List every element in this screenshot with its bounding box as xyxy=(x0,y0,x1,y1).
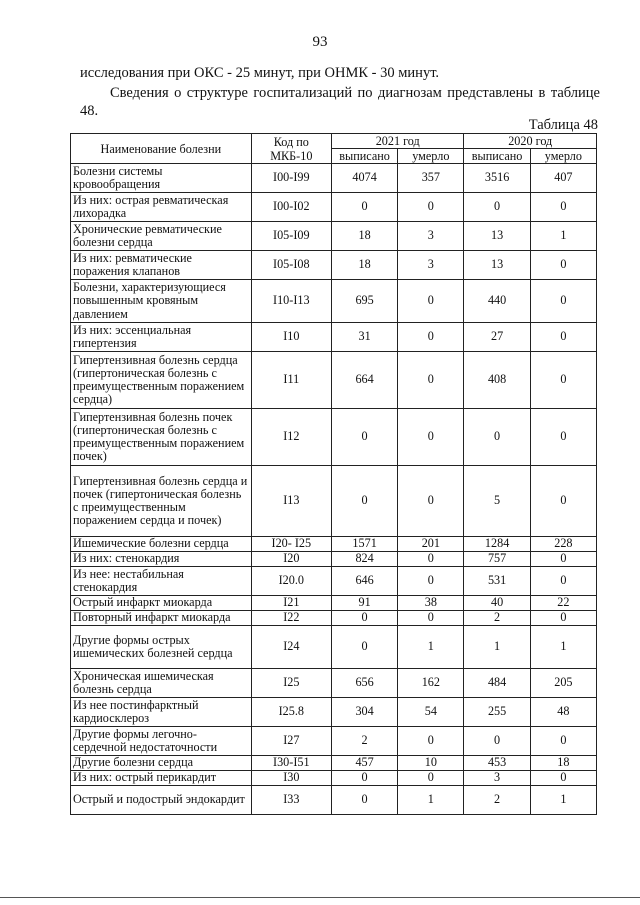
cell-died-2021: 0 xyxy=(398,323,464,352)
table-row xyxy=(71,552,597,567)
cell-discharged-2020: 1284 xyxy=(464,537,530,552)
table-row xyxy=(71,669,597,698)
header-year-2020: 2020 год xyxy=(464,134,597,149)
cell-icd-code: I11 xyxy=(251,352,331,409)
cell-died-2020: 0 xyxy=(530,771,596,786)
cell-died-2020: 18 xyxy=(530,756,596,771)
cell-discharged-2021: 0 xyxy=(331,626,397,669)
cell-died-2020: 1 xyxy=(530,222,596,251)
cell-icd-code: I22 xyxy=(251,611,331,626)
cell-discharged-2020: 255 xyxy=(464,698,530,727)
cell-discharged-2020: 408 xyxy=(464,352,530,409)
cell-died-2020: 0 xyxy=(530,251,596,280)
cell-discharged-2020: 13 xyxy=(464,222,530,251)
cell-died-2021: 0 xyxy=(398,552,464,567)
header-2021-discharged: выписано xyxy=(331,149,397,164)
header-disease-name: Наименование болезни xyxy=(71,134,252,164)
table-row xyxy=(71,698,597,727)
cell-discharged-2020: 1 xyxy=(464,626,530,669)
cell-icd-code: I00-I99 xyxy=(251,164,331,193)
cell-discharged-2020: 3516 xyxy=(464,164,530,193)
table-row xyxy=(71,280,597,323)
cell-disease-name: Из нее: нестабильная стенокардия xyxy=(71,567,252,596)
table-row xyxy=(71,786,597,815)
cell-died-2020: 48 xyxy=(530,698,596,727)
cell-discharged-2021: 0 xyxy=(331,193,397,222)
header-2020-discharged: выписано xyxy=(464,149,530,164)
cell-discharged-2021: 457 xyxy=(331,756,397,771)
cell-discharged-2021: 18 xyxy=(331,222,397,251)
table-row xyxy=(71,222,597,251)
cell-disease-name: Из нее постинфарктный кардиосклероз xyxy=(71,698,252,727)
cell-icd-code: I25.8 xyxy=(251,698,331,727)
cell-died-2020: 407 xyxy=(530,164,596,193)
header-2020-died: умерло xyxy=(530,149,596,164)
cell-died-2021: 0 xyxy=(398,611,464,626)
cell-discharged-2020: 27 xyxy=(464,323,530,352)
cell-died-2021: 162 xyxy=(398,669,464,698)
table-row xyxy=(71,771,597,786)
cell-icd-code: I20.0 xyxy=(251,567,331,596)
cell-discharged-2020: 0 xyxy=(464,409,530,466)
header-icd-code: Код по МКБ-10 xyxy=(251,134,331,164)
cell-died-2021: 0 xyxy=(398,193,464,222)
cell-disease-name: Другие болезни сердца xyxy=(71,756,252,771)
cell-died-2021: 54 xyxy=(398,698,464,727)
cell-died-2021: 0 xyxy=(398,466,464,537)
cell-disease-name: Болезни, характеризующиеся повышенным кровяным давлением xyxy=(71,280,252,323)
paragraph-1: исследования при ОКС - 25 минут, при ОНМК - 30 минут. xyxy=(80,65,440,81)
cell-discharged-2021: 2 xyxy=(331,727,397,756)
cell-icd-code: I05-I09 xyxy=(251,222,331,251)
cell-icd-code: I33 xyxy=(251,786,331,815)
cell-discharged-2021: 0 xyxy=(331,771,397,786)
table-row xyxy=(71,626,597,669)
cell-died-2020: 228 xyxy=(530,537,596,552)
cell-icd-code: I30 xyxy=(251,771,331,786)
cell-died-2020: 22 xyxy=(530,596,596,611)
cell-icd-code: I25 xyxy=(251,669,331,698)
cell-discharged-2021: 824 xyxy=(331,552,397,567)
cell-disease-name: Острый инфаркт миокарда xyxy=(71,596,252,611)
cell-discharged-2020: 0 xyxy=(464,193,530,222)
table-row xyxy=(71,466,597,537)
cell-discharged-2021: 18 xyxy=(331,251,397,280)
cell-discharged-2020: 453 xyxy=(464,756,530,771)
cell-discharged-2020: 0 xyxy=(464,727,530,756)
cell-icd-code: I21 xyxy=(251,596,331,611)
cell-died-2021: 201 xyxy=(398,537,464,552)
cell-disease-name: Повторный инфаркт миокарда xyxy=(71,611,252,626)
cell-disease-name: Хронические ревматические болезни сердца xyxy=(71,222,252,251)
header-year-2021: 2021 год xyxy=(331,134,464,149)
cell-died-2020: 1 xyxy=(530,786,596,815)
cell-died-2020: 0 xyxy=(530,611,596,626)
cell-died-2020: 0 xyxy=(530,193,596,222)
cell-disease-name: Болезни системы кровообращения xyxy=(71,164,252,193)
table-row xyxy=(71,756,597,771)
cell-died-2020: 0 xyxy=(530,280,596,323)
cell-discharged-2021: 31 xyxy=(331,323,397,352)
cell-discharged-2021: 695 xyxy=(331,280,397,323)
cell-discharged-2020: 484 xyxy=(464,669,530,698)
cell-icd-code: I20 xyxy=(251,552,331,567)
cell-died-2020: 0 xyxy=(530,727,596,756)
cell-discharged-2021: 4074 xyxy=(331,164,397,193)
cell-died-2021: 0 xyxy=(398,771,464,786)
cell-died-2021: 38 xyxy=(398,596,464,611)
cell-died-2021: 3 xyxy=(398,251,464,280)
table-row xyxy=(71,352,597,409)
cell-disease-name: Другие формы острых ишемических болезней сердца xyxy=(71,626,252,669)
cell-died-2021: 357 xyxy=(398,164,464,193)
cell-discharged-2020: 2 xyxy=(464,786,530,815)
cell-icd-code: I10-I13 xyxy=(251,280,331,323)
cell-discharged-2021: 0 xyxy=(331,409,397,466)
cell-died-2020: 205 xyxy=(530,669,596,698)
cell-discharged-2020: 3 xyxy=(464,771,530,786)
cell-icd-code: I24 xyxy=(251,626,331,669)
cell-icd-code: I10 xyxy=(251,323,331,352)
cell-icd-code: I12 xyxy=(251,409,331,466)
cell-disease-name: Гипертензивная болезнь сердца и почек (гипертоническая болезнь с преимущественным поражением сердца и почек) xyxy=(71,466,252,537)
table-row xyxy=(71,727,597,756)
cell-died-2021: 0 xyxy=(398,280,464,323)
table-row xyxy=(71,164,597,193)
cell-icd-code: I05-I08 xyxy=(251,251,331,280)
cell-disease-name: Гипертензивная болезнь сердца (гипертоническая болезнь с преимущественным поражением сердца) xyxy=(71,352,252,409)
cell-discharged-2021: 1571 xyxy=(331,537,397,552)
table-caption: Таблица 48 xyxy=(528,117,598,133)
paragraph-2: Сведения о структуре госпитализаций по диагнозам представлены в таблице 48. xyxy=(80,85,600,119)
cell-icd-code: I13 xyxy=(251,466,331,537)
table-row xyxy=(71,567,597,596)
cell-disease-name: Из них: острая ревматическая лихорадка xyxy=(71,193,252,222)
cell-disease-name: Из них: стенокардия xyxy=(71,552,252,567)
cell-discharged-2020: 531 xyxy=(464,567,530,596)
cell-died-2021: 0 xyxy=(398,352,464,409)
cell-died-2021: 0 xyxy=(398,409,464,466)
cell-disease-name: Ишемические болезни сердца xyxy=(71,537,252,552)
header-2021-died: умерло xyxy=(398,149,464,164)
cell-disease-name: Гипертензивная болезнь почек (гипертоническая болезнь с преимущественным поражением почек) xyxy=(71,409,252,466)
cell-discharged-2020: 40 xyxy=(464,596,530,611)
cell-disease-name: Из них: ревматические поражения клапанов xyxy=(71,251,252,280)
cell-died-2020: 0 xyxy=(530,552,596,567)
cell-discharged-2021: 646 xyxy=(331,567,397,596)
cell-died-2021: 3 xyxy=(398,222,464,251)
cell-died-2021: 1 xyxy=(398,626,464,669)
table-row xyxy=(71,251,597,280)
table-row xyxy=(71,611,597,626)
cell-discharged-2020: 2 xyxy=(464,611,530,626)
table-row xyxy=(71,193,597,222)
table-body xyxy=(71,164,597,815)
cell-disease-name: Острый и подострый эндокардит xyxy=(71,786,252,815)
cell-discharged-2020: 5 xyxy=(464,466,530,537)
cell-died-2020: 0 xyxy=(530,323,596,352)
cell-discharged-2021: 0 xyxy=(331,611,397,626)
cell-disease-name: Из них: эссенциальная гипертензия xyxy=(71,323,252,352)
table-row xyxy=(71,537,597,552)
cell-died-2021: 0 xyxy=(398,567,464,596)
cell-icd-code: I27 xyxy=(251,727,331,756)
cell-discharged-2020: 757 xyxy=(464,552,530,567)
cell-icd-code: I20- I25 xyxy=(251,537,331,552)
cell-discharged-2020: 13 xyxy=(464,251,530,280)
cell-died-2021: 0 xyxy=(398,727,464,756)
cell-died-2020: 0 xyxy=(530,409,596,466)
cell-icd-code: I00-I02 xyxy=(251,193,331,222)
cell-died-2020: 0 xyxy=(530,466,596,537)
cell-died-2020: 0 xyxy=(530,567,596,596)
cell-died-2021: 1 xyxy=(398,786,464,815)
cell-discharged-2021: 304 xyxy=(331,698,397,727)
cell-discharged-2021: 664 xyxy=(331,352,397,409)
cell-disease-name: Из них: острый перикардит xyxy=(71,771,252,786)
table-row xyxy=(71,409,597,466)
table-row xyxy=(71,596,597,611)
cell-discharged-2021: 91 xyxy=(331,596,397,611)
cell-discharged-2021: 0 xyxy=(331,786,397,815)
cell-disease-name: Хроническая ишемическая болезнь сердца xyxy=(71,669,252,698)
table-row xyxy=(71,323,597,352)
cell-discharged-2021: 656 xyxy=(331,669,397,698)
page-number: 93 xyxy=(312,34,328,50)
cell-disease-name: Другие формы легочно-сердечной недостаточности xyxy=(71,727,252,756)
page-bottom-rule xyxy=(0,897,640,898)
cell-discharged-2021: 0 xyxy=(331,466,397,537)
cell-died-2020: 0 xyxy=(530,352,596,409)
cell-discharged-2020: 440 xyxy=(464,280,530,323)
cell-died-2021: 10 xyxy=(398,756,464,771)
hospitalization-table xyxy=(70,133,597,815)
cell-icd-code: I30-I51 xyxy=(251,756,331,771)
cell-died-2020: 1 xyxy=(530,626,596,669)
